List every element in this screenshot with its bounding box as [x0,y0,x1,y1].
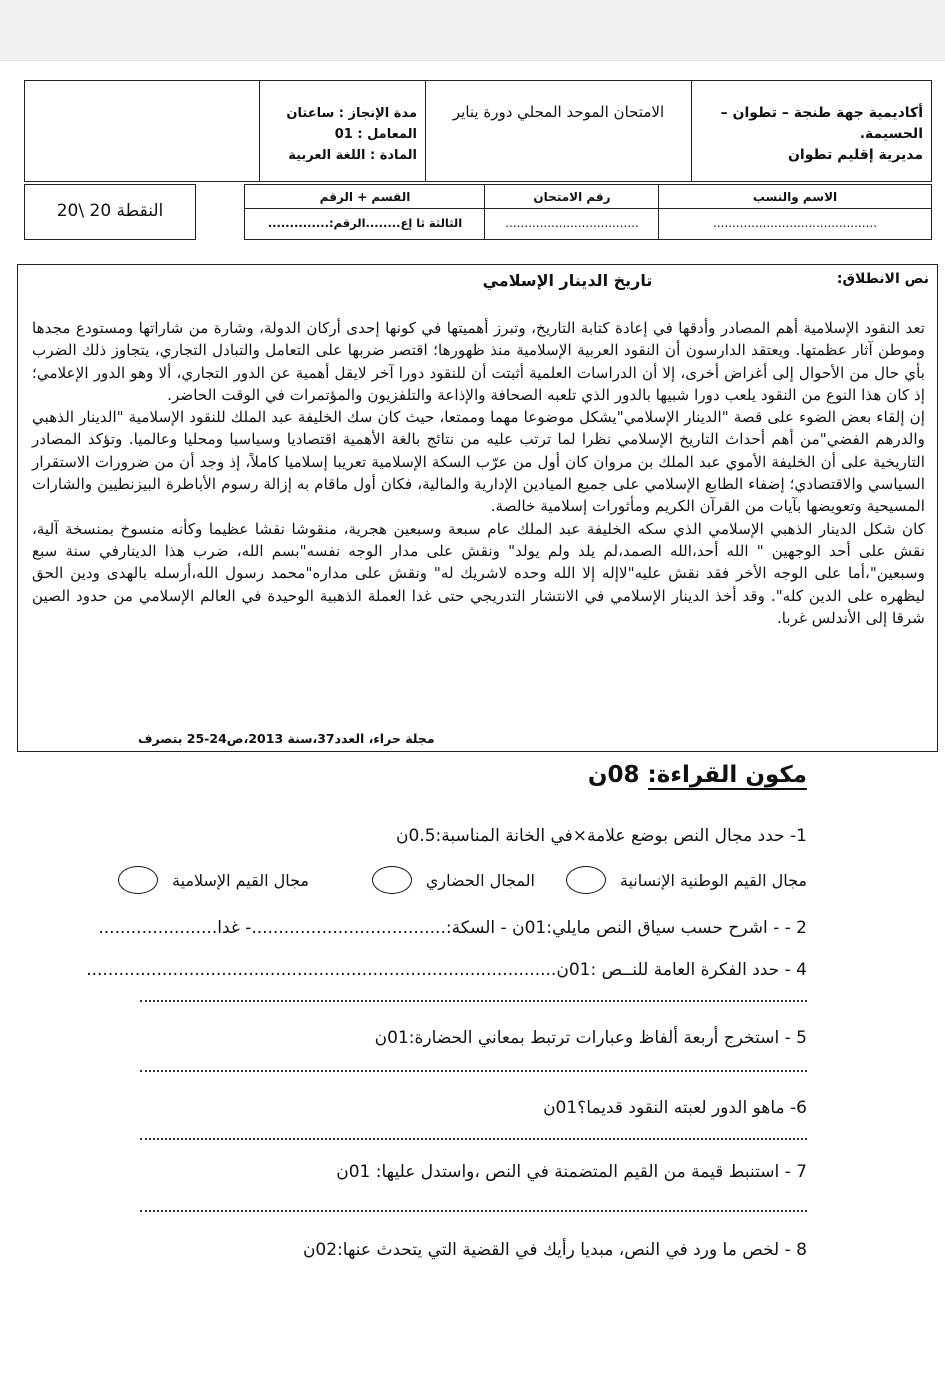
exam-header [24,80,932,182]
text-title: تاريخ الدينار الإسلامي [482,271,653,290]
exam-subject: المادة : اللغة العربية [288,148,417,163]
class-label: القسم + الرقم [245,185,485,209]
text-paragraph: تعد النقود الإسلامية أهم المصادر وأدقها في إعادة كتابة التاريخ، وتبرز أهميتها في كونها إحدى أركان الدولة، وشارة من شاراتها ومستودع مجدها وموطن آثار عظمتها. ويعتقد الدارسون أن النقود العربية الإسلامية منذ ظهورها؛ اقتصر ضربها على التعامل والتبادل التجاري، يتجاوز ذلك الضرب بأي حال من الأحوال إلى أغراض أخرى، إلا أن الدراسات العلمية أثبتت أن للنقود دورا آخر لايقل أهمية عن الدور التجاري، ألا وهو الدور الإعلامي؛ إذ كان هذا النوع من النقود يلعب دورا شبيها بالدور الذي تلعبه الصحافة والإذاعة والتلفزيون والمؤتمرات في الوقت الحاضر. [32,319,925,404]
table-divider [658,185,659,239]
reading-section-title [588,762,807,788]
answer-line[interactable] [140,1000,807,1002]
text-paragraph: إن إلقاء بعض الضوء على قصة "الدينار الإسلامي"يشكل موضوعا مهما وممتعا، حيث كان سك الخليفة عبد الملك للنقود الإسلامية "الدينار الذهبي والدرهم الفضي"من أهم أحداث التاريخ الإسلامي نظرا لما ترتب عليه من نتائج بالغة الأهمية اقتصاديا وسياسيا ومحليا وعالميا. وتؤكد المصادر التاريخية على أن الخليفة الأموي عبد الملك بن مروان كان أول من عرّب السكة الإسلامية تعريبا إسلاميا كاملاً، إذ وجد أن من ضرورات الاستقرار السياسي والاقتصادي؛ إضفاء الطابع الإسلامي على جميع الميادين الإدارية والمالية، فكان أول ماقام به إزالة رسوم الأباطرة البيزنطيين والشارات المسيحية وتعويضها بآيات من القرآن الكريم ومأثورات إسلامية خالصة. [32,408,925,516]
option-label: مجال القيم الإسلامية [172,870,309,890]
option-civilizational[interactable] [372,866,535,894]
identity-table [244,184,932,240]
question-7: 7 - استنبط قيمة من القيم المتضمنة في النص ،واستدل عليها: 01ن [336,1162,807,1182]
option-islamic-values[interactable] [118,866,309,894]
text-label: نص الانطلاق: [836,271,929,287]
score-box: النقطة 20 \20 [24,184,196,240]
reading-title-main: مكون القراءة: [647,762,807,788]
exam-title-cell [425,81,691,181]
header-blank-cell [23,81,259,181]
answer-line[interactable] [140,1138,807,1140]
top-margin-band [0,0,945,61]
reading-title-points: 08ن [587,762,648,788]
exam-coefficient: المعامل : 01 [334,127,417,142]
name-field[interactable]: ........................................... [712,216,878,230]
text-paragraph: كان شكل الدينار الذهبي الإسلامي الذي سكه الخليفة عبد الملك عام سبعة وسبعين هجرية، منقوشا نقشا عظيما وكأنه منسوخ بمنسخة آلية، نقش على أحد الوجهين " الله أحد،الله الصمد،لم يلد ولم يولد" ونقش على مدار الوجه نفسه"بسم الله، ضرب هذا الدينارفي سنة سبع وسبعين"،أما على الوجه الأخر فقد نقش عليه"لاإله إلا الله وحده لاشريك له" ونقش على مداره"محمد رسول الله،أرسله بالهدى ودين الحق ليظهره على الدين كله". وقد أخذ الدينار الإسلامي في الانتشار التدريجي حتى غدا العملة الذهبية الوحيدة في العالم الإسلامي من حدود الصين شرقا إلى الأندلس غربا. [32,519,925,627]
option-label: المجال الحضاري [425,870,535,890]
exam-duration: مدة الإنجاز : ساعتان [286,106,417,121]
question-4: 4 - حدد الفكرة العامة للنــص :01ن....................................................................................... [86,960,807,980]
exam-title: الامتحان الموحد المحلي دورة يناير [452,103,665,121]
question-2: 2 - - اشرح حسب سياق النص مايلي:01ن - السكة:....................................- غدا...................... [98,918,807,938]
exam-number-field[interactable]: ................................... [505,216,639,230]
option-circle[interactable] [566,866,606,894]
text-source: مجلة حراء، العدد37،سنة 2013،ص24-25 بتصرف [138,731,435,746]
class-field[interactable]: الثالثة ثا إع........الرقم:.............. [267,216,463,230]
option-circle[interactable] [372,866,412,894]
option-national-values[interactable] [566,866,807,894]
identity-row [24,182,932,262]
directorate-name: مديرية إقليم تطوان [787,147,923,163]
table-divider [484,185,485,239]
exam-info-cell [259,81,425,181]
field-options [80,866,807,900]
academy-name: أكاديمية جهة طنجة – تطوان – الحسيمة. [720,105,923,142]
name-label: الاسم والنسب [659,185,931,209]
text-title-row [18,271,937,290]
option-circle[interactable] [118,866,158,894]
reading-text-box [17,264,938,752]
question-1: 1- حدد مجال النص بوضع علامة×في الخانة المناسبة:0.5ن [396,826,807,846]
answer-line[interactable] [140,1070,807,1072]
exam-number-label: رقم الامتحان [485,185,659,209]
academy-cell [691,81,931,181]
question-8: 8 - لخص ما ورد في النص، مبديا رأيك في القضية التي يتحدث عنها:02ن [302,1240,807,1260]
question-5: 5 - استخرج أربعة ألفاظ وعبارات ترتبط بمعاني الحضارة:01ن [374,1028,807,1048]
answer-line[interactable] [140,1210,807,1212]
option-label: مجال القيم الوطنية الإنسانية [619,870,807,890]
question-6: 6- ماهو الدور لعبته النقود قديما؟01ن [543,1098,807,1118]
text-body [32,317,925,629]
